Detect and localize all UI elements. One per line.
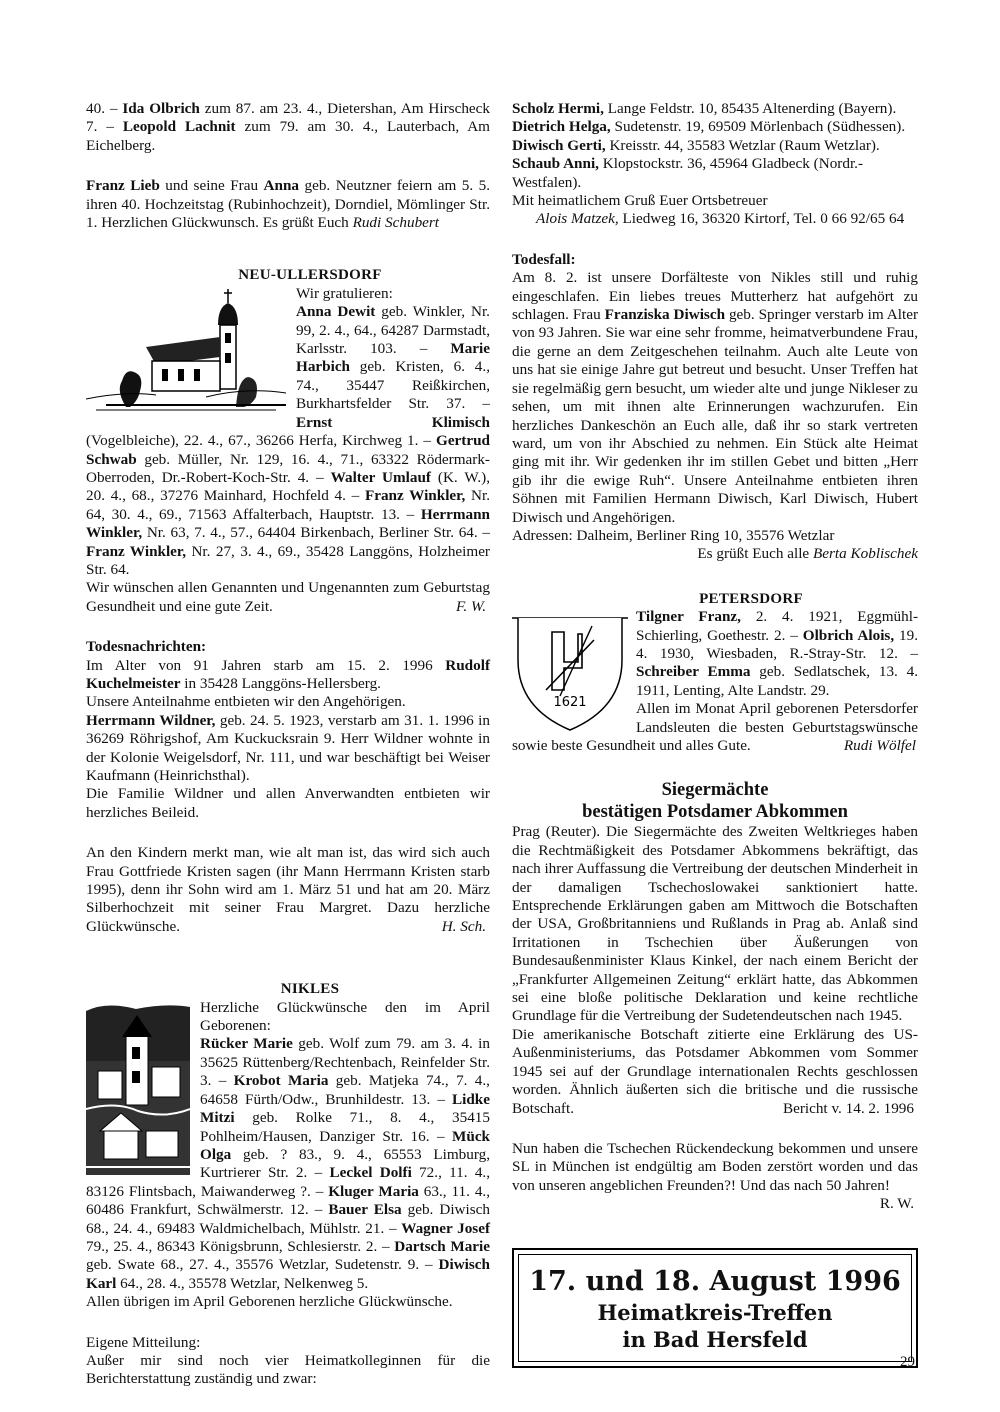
page-number: 29 xyxy=(900,1354,915,1370)
person-name: Schreiber Emma xyxy=(636,663,751,681)
silver-wedding-paragraph: An den Kindern merkt man, wie alt man ist, das wird sich auch Frau Gottfriede Kristen sagen (ihr Mann Herrmann Kristen starb 1995), denn ihr Sohn wird am 1. März 51 und hat am 20. März Silberhochzeit mit seiner Frau Margret. Dazu herzliche Glückwünsche. H. Sch. xyxy=(86,844,490,935)
article-paragraph: Die amerikanische Botschaft zitierte eine Erklärung des US-Außenministeriums, das Potsdamer Abkommen vom Sommer 1945 sei auf der Grundlage internationalen Rechts geschlossen worden. Ähnlich äußerten sich die britische und die russische Botschaft. Bericht v. 14. 2. 1996 xyxy=(512,1025,918,1117)
section-heading-todesfall: Todesfall: xyxy=(512,250,576,268)
event-announcement-box xyxy=(512,1248,918,1368)
address-line: Adressen: Dalheim, Berliner Ring 10, 35576 Wetzlar xyxy=(512,526,835,544)
obituary-paragraph: Am 8. 2. ist unsere Dorfälteste von Nikles still und ruhig eingeschlafen. Ein liebes treues Mutterherz hat aufgehört zu schlagen. Frau Franziska Diwisch geb. Springer verstarb im Alter von 93 Jahren. Sie war eine sehr fromme, heimatverbundene Frau, die gerne an dem Zeitgeschehen teilnahm. Auch alte Leute von uns hat sie einige Jahre gut betreut und besucht. Unser Treffen hat sie regelmäßig gern besucht, um wieder alte und junge Nikleser zu sehen, um mit ihnen alte Erinnerungen wachzurufen. Ein herzliches Dankeschön an Euch alle, daß ihr so stark vertreten ward, um von ihr Abschied zu nehmen. Ein Stück alte Heimat ging mit ihr. Wir gedenken ihr im stillen Gebet und bitten „Herr gib ihr die ewige Ruh“. Unsere Anteilnahme entbieten ihren Söhnen mit Familien Hermann Diwisch, Karl Diwisch, Hubert Diwisch und Angehörigen. xyxy=(512,269,918,526)
person-name: Walter Umlauf xyxy=(330,468,431,486)
person-name: Rudolf Kuchelmeister xyxy=(86,656,490,692)
person-name: Krobot Maria xyxy=(233,1072,329,1090)
signature: H. Sch. xyxy=(441,917,486,935)
obituary-paragraph: Herrmann Wildner, geb. 24. 5. 1923, verstarb am 31. 1. 1996 in 36269 Röhrigshof, Am Kuckucksrain 9. Herr Wildner wohnte in der Kolonie Weigelsdorf, Nr. 111, und war beschäftigt bei Weiser Kaufmann (Heinrichsthal). xyxy=(86,711,490,784)
section-heading-eigene: Eigene Mitteilung: xyxy=(86,1333,201,1351)
anniversary-paragraph: Franz Lieb und seine Frau Anna geb. Neutzner feiern am 5. 5. ihren 40. Hochzeitstag (Rubinhochzeit), Dorndiel, Mömlinger Str. 1. Herzlichen Glückwunsch. Es grüßt Euch Rudi Schubert xyxy=(86,177,490,232)
person-name: Herrmann Wildner, xyxy=(86,711,216,729)
person-name: Diwisch Gerti, xyxy=(512,136,606,154)
birthday-list-nikles: Rücker Marie geb. Wolf zum 79. am 3. 4. in 35625 Rüttenberg/Rechtenbach, Reinfelder Str. 3. – Krobot Maria geb. Matjeka 74., 7. 4., 64658 Fürth/Odw., Brunhildestr. 13. – Lidke Mitzi geb. Rolke 71., 8. 4., 35415 Pohlheim/Hausen, Danziger Str. 16. – Mück Olga geb. ? 83., 9. 4., 65553 Limburg, Kurtrierer Str. 2. – Leckel Dolfi 72., 11. 4., 83126 Flintsbach, Maiwanderweg ?. – Kluger Maria 63., 11. 4., 60486 Frankfurt, Schwälmerstr. 12. – Bauer Elsa geb. Diwisch 68., 24. 4., 69483 Waldmichelbach, Mühlstr. 21. – Wagner Josef 79., 25. 4., 86343 Königsbrunn, Schlesierstr. 2. – Dartsch Marie geb. Swate 68., 27. 4., 35576 Wetzlar, Sudetenstr. 9. – Diwisch Karl 64., 28. 4., 35578 Wetzlar, Nelkenweg 5. xyxy=(86,1035,491,1292)
person-name: Bauer Elsa xyxy=(328,1201,402,1219)
crest-year: 1621 xyxy=(553,695,587,711)
closing-wishes: Wir wünschen allen Genannten und Ungenannten zum Geburtstag Gesundheit und eine gute Zeit. F. W. xyxy=(86,579,490,615)
article-source: Bericht v. 14. 2. 1996 xyxy=(782,1099,914,1117)
closing-wishes: Allen übrigen im April Geborenen herzliche Glückwünsche. xyxy=(86,1293,453,1311)
signature: Rudi Wölfel xyxy=(843,737,916,754)
nikles-intro: Herzliche Glückwünsche den im April Geborenen: xyxy=(200,998,490,1035)
person-name: Ida Olbrich xyxy=(122,100,200,117)
person-name: Franz Lieb xyxy=(86,177,160,195)
birthday-intro-paragraph: 40. – Ida Olbrich zum 87. am 23. 4., Dietershan, Am Hirscheck 7. – Leopold Lachnit zum 79. am 30. 4., Lauterbach, Am Eichelberg. xyxy=(86,100,490,154)
person-name: Franz Winkler, xyxy=(364,487,466,505)
person-name: Franziska Diwisch xyxy=(604,306,726,324)
person-name: Gertrud Schwab xyxy=(86,432,490,468)
person-name: Dietrich Helga, xyxy=(512,118,611,136)
church-illustration xyxy=(86,287,286,415)
person-name: Mück Olga xyxy=(200,1127,490,1163)
coat-of-arms-illustration xyxy=(512,610,628,734)
commentary-paragraph: Nun haben die Tschechen Rückendeckung bekommen und unsere SL in München ist endgültig am Boden zerstört worden und das von unseren angeblichen Freunden?! Und das nach 50 Jahren! R. W. xyxy=(512,1139,918,1213)
section-heading-neu-ullersdorf: NEU-ULLERSDORF xyxy=(238,267,382,284)
person-name: Diwisch Karl xyxy=(86,1256,490,1292)
eigene-text: Außer mir sind noch vier Heimatkolleginnen für die Berichterstattung zuständig und zwar: xyxy=(86,1351,490,1388)
person-name: Dartsch Marie xyxy=(394,1237,490,1255)
village-illustration xyxy=(86,1001,190,1175)
event-title: Heimatkreis-Treffen xyxy=(597,1299,833,1325)
person-name: Franz Winkler, xyxy=(86,542,187,560)
person-name: Rücker Marie xyxy=(200,1035,293,1053)
event-location: in Bad Hersfeld xyxy=(622,1326,808,1352)
person-name: Schaub Anni, xyxy=(512,155,599,173)
section-heading-petersdorf: PETERSDORF xyxy=(699,590,803,607)
person-name: Olbrich Alois, xyxy=(802,626,895,644)
condolence-text: Die Familie Wildner und allen Anverwandten entbieten wir herzliches Beileid. xyxy=(86,785,490,821)
person-name: Tilgner Franz, xyxy=(636,608,741,626)
article-headline: Siegermächte xyxy=(661,780,769,801)
colleagues-list: Scholz Hermi, Lange Feldstr. 10, 85435 Altenerding (Bayern). Dietrich Helga, Sudetenstr. 19, 69509 Mörlenbach (Südhessen). Diwisch Gerti, Kreisstr. 44, 35583 Wetzlar (Raum Wetzlar). Schaub Anni, Klopstockstr. 36, 45964 Gladbeck (Nordr.-Westfalen). xyxy=(512,100,906,191)
person-name: Herrmann Winkler, xyxy=(86,505,490,542)
person-name: Anna xyxy=(263,177,300,195)
condolence-text: Unsere Anteilnahme entbieten wir den Angehörigen. xyxy=(86,693,406,711)
person-name: Leckel Dolfi xyxy=(329,1164,412,1182)
left-column xyxy=(86,100,490,1389)
person-name: Lidke Mitzi xyxy=(200,1090,490,1127)
greeting-text: Wir gratulieren: xyxy=(296,284,393,302)
closing-wishes: Allen im Monat April geborenen Petersdorfer Landsleuten die besten Geburtstagswünsche sowie beste Gesundheit und alles Gute. Rudi Wölfel xyxy=(512,700,918,754)
article-paragraph: Prag (Reuter). Die Siegermächte des Zweiten Weltkrieges haben die Rechtmäßigkeit des Potsdamer Abkommens bekräftigt, das nach ihrer Auffassung die Vertreibung der deutschen Minderheit in der damaligen Tschechoslowakei sanktioniert hatte. Entsprechende Erklärungen gaben am Mittwoch die Botschaften der USA, Großbritanniens und Rußlands in Prag ab. Anlaß sind Irritationen in Tschechien über Äußerungen von Bundesaußenminister Klaus Kinkel, der nach einem Bericht der „Frankfurter Allgemeinen Zeitung“ erklärt hatte, das Abkommen sei eine bloße politische Deklaration und keine rechtliche Grundlage für die Vertreibung der Sudetendeutschen nach 1945. xyxy=(512,823,919,1025)
person-name: Kluger Maria xyxy=(328,1182,419,1200)
signature: R. W. xyxy=(879,1195,914,1213)
article-headline: bestätigen Potsdamer Abkommen xyxy=(582,802,848,823)
closing-signature: Es grüßt Euch alle Berta Koblischek xyxy=(697,545,918,563)
person-name: Ernst Klimisch xyxy=(296,413,490,431)
right-column xyxy=(512,100,918,1368)
person-name: Anna Dewit xyxy=(296,303,376,321)
signature: Rudi Schubert xyxy=(352,214,440,232)
birthday-list-petersdorf: Tilgner Franz, 2. 4. 1921, Eggmühl-Schierling, Goethestr. 2. – Olbrich Alois, 19. 4. 1930, Wiesbaden, R.-Stray-Str. 12. – Schreiber Emma geb. Sedlatschek, 13. 4. 1911, Lenting, Alte Landstr. 29. xyxy=(636,608,919,699)
greeting-text: Mit heimatlichem Gruß Euer Ortsbetreuer xyxy=(512,192,768,210)
person-name: Leopold Lachnit xyxy=(122,118,236,136)
person-name: Marie Harbich xyxy=(296,340,490,376)
birthday-list-neu-ullersdorf: Anna Dewit geb. Winkler, Nr. 99, 2. 4., 64., 64287 Darmstadt, Karlsstr. 103. – Marie Harbich geb. Kristen, 6. 4., 74., 35447 Reißkirchen, Burkhartsfelder Str. 37. – Ernst Klimisch (Vogelbleiche), 22. 4., 67., 36266 Herfa, Kirchweg 1. – Gertrud Schwab geb. Müller, Nr. 129, 16. 4., 71., 63322 Rödermark-Oberroden, Dr.-Robert-Koch-Str. 4. – Walter Umlauf (K. W.), 20. 4., 68., 37276 Mainhard, Hochfeld 4. – Franz Winkler, Nr. 64, 30. 4., 69., 71563 Affalterbach, Hauptstr. 13. – Herrmann Winkler, Nr. 63, 7. 4., 57., 64404 Birkenbach, Berliner Str. 64. – Franz Winkler, Nr. 27, 3. 4., 69., 35428 Langgöns, Holzheimer Str. 64. xyxy=(86,303,491,578)
section-heading-nikles: NIKLES xyxy=(280,981,340,998)
section-heading-todesnachrichten: Todesnachrichten: xyxy=(86,638,207,656)
signature: Alois Matzek, xyxy=(536,210,619,228)
contact-signature: Alois Matzek, Liedweg 16, 36320 Kirtorf, Tel. 0 66 92/65 64 xyxy=(536,210,905,228)
person-name: Wagner Josef xyxy=(401,1219,491,1237)
signature: Berta Koblischek xyxy=(812,545,918,563)
obituary-paragraph: Im Alter von 91 Jahren starb am 15. 2. 1996 Rudolf Kuchelmeister in 35428 Langgöns-Hellersberg. xyxy=(86,656,490,692)
event-date: 17. und 18. August 1996 xyxy=(529,1265,901,1297)
person-name: Scholz Hermi, xyxy=(512,100,604,117)
signature: F. W. xyxy=(456,597,486,615)
